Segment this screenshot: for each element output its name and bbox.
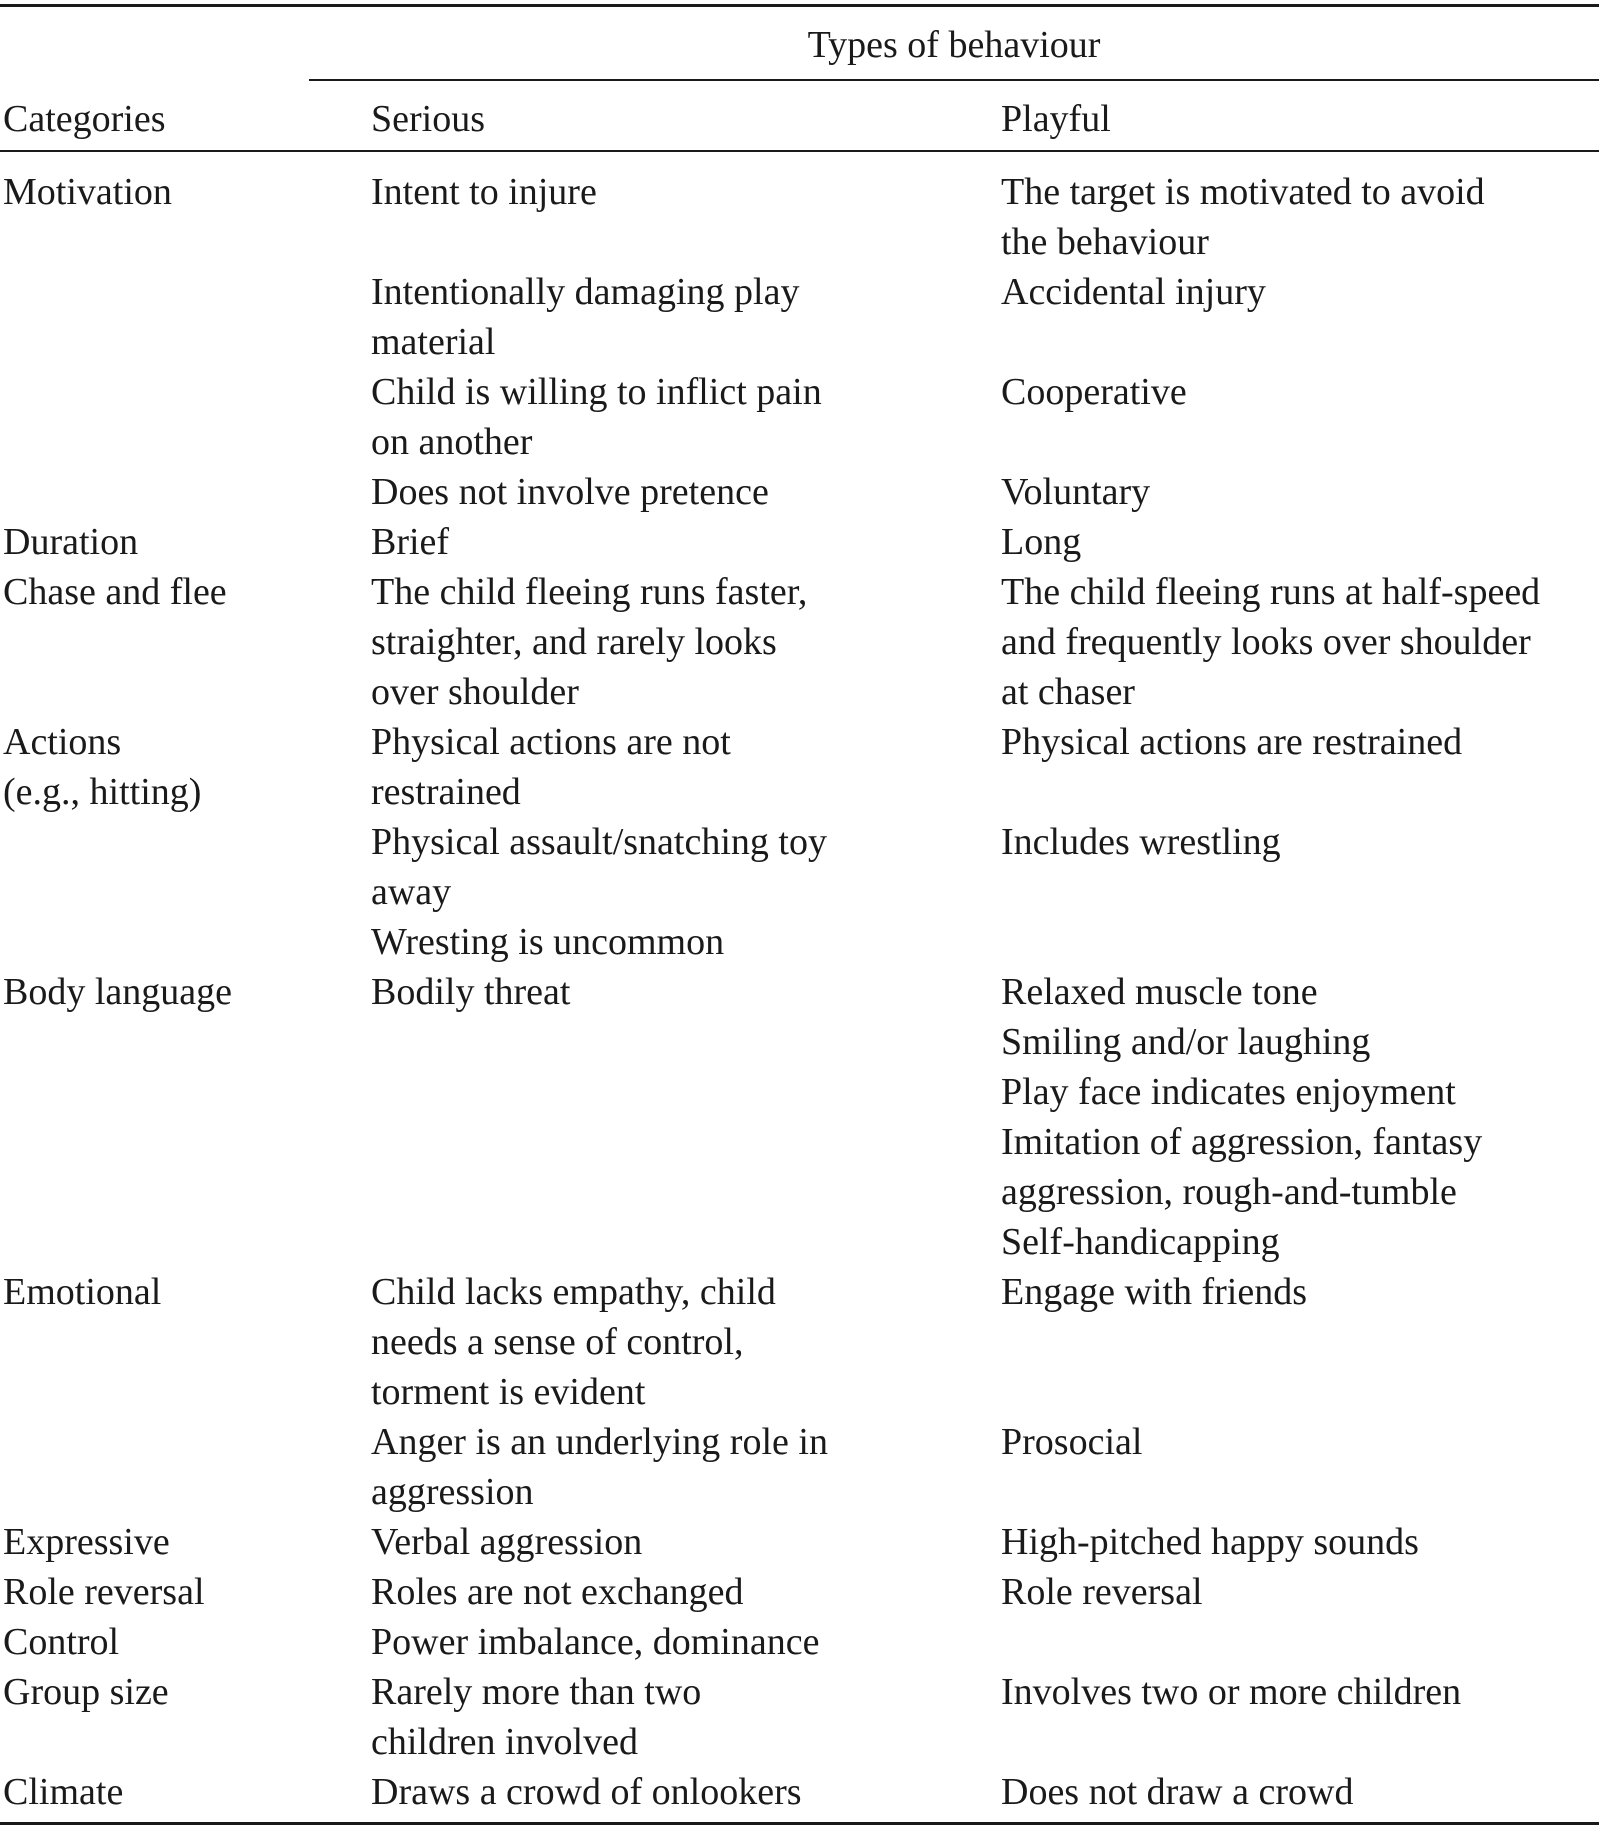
row-playful: Prosocial — [1001, 1421, 1143, 1463]
row-serious: Draws a crowd of onlookers — [371, 1771, 802, 1813]
group-header: Types of behaviour — [807, 24, 1101, 66]
row-serious: Intentionally damaging play material — [371, 271, 800, 363]
table-row — [0, 267, 1599, 367]
row-category: Motivation — [3, 171, 172, 213]
column-header-categories: Categories — [3, 98, 166, 140]
row-serious: The child fleeing runs faster, straighter, and rarely looks over shoulder — [371, 571, 808, 713]
row-serious: Rarely more than two children involved — [371, 1671, 702, 1763]
table-row — [0, 917, 1599, 967]
row-category: Group size — [3, 1671, 169, 1713]
row-category: Expressive — [3, 1521, 170, 1563]
row-category: Control — [3, 1621, 120, 1663]
row-playful: Engage with friends — [1001, 1271, 1308, 1313]
table-body — [0, 167, 1599, 1817]
column-header-serious: Serious — [371, 98, 485, 140]
column-header-playful: Playful — [1001, 98, 1111, 140]
row-playful: High-pitched happy sounds — [1001, 1521, 1419, 1563]
row-playful: The child fleeing runs at half-speed and frequently looks over shoulder at chaser — [1001, 571, 1541, 713]
row-playful: Includes wrestling — [1001, 821, 1281, 863]
table-row — [0, 167, 1599, 267]
group-header-rule — [309, 79, 1599, 81]
row-serious: Bodily threat — [371, 971, 571, 1013]
row-serious: Physical assault/snatching toy away — [371, 821, 827, 913]
header-rule — [0, 150, 1599, 152]
row-category: Emotional — [3, 1271, 162, 1313]
row-serious: Power imbalance, dominance — [371, 1621, 820, 1663]
row-serious: Child is willing to inflict pain on another — [371, 371, 822, 463]
row-serious: Physical actions are not restrained — [371, 721, 731, 813]
row-serious: Wresting is uncommon — [371, 921, 725, 963]
row-serious: Verbal aggression — [371, 1521, 643, 1563]
table-row — [0, 1517, 1599, 1567]
table-row — [0, 1667, 1599, 1767]
row-playful: Physical actions are restrained — [1001, 721, 1463, 763]
row-playful: Involves two or more children — [1001, 1671, 1462, 1713]
row-category: Actions (e.g., hitting) — [3, 721, 202, 813]
table-row — [0, 367, 1599, 467]
table-row — [0, 717, 1599, 817]
top-rule — [0, 4, 1599, 7]
row-playful: Relaxed muscle tone Smiling and/or laughing Play face indicates enjoyment Imitation of aggression, fantasy aggression, rough-and-tumble Self-handicapping — [1001, 971, 1483, 1263]
table-row — [0, 1617, 1599, 1667]
row-playful: Voluntary — [1001, 471, 1151, 513]
row-category: Duration — [3, 521, 139, 563]
row-playful: Cooperative — [1001, 371, 1187, 413]
bottom-rule — [0, 1822, 1599, 1825]
table-row — [0, 817, 1599, 917]
table-row — [0, 967, 1599, 1267]
row-playful: Does not draw a crowd — [1001, 1771, 1354, 1813]
row-serious: Brief — [371, 521, 450, 563]
table-row — [0, 1267, 1599, 1417]
row-playful: Long — [1001, 521, 1082, 563]
row-playful: Role reversal — [1001, 1571, 1203, 1613]
row-serious: Does not involve pretence — [371, 471, 769, 513]
table-row — [0, 1417, 1599, 1517]
row-playful: The target is motivated to avoid the behaviour — [1001, 171, 1485, 263]
row-category: Climate — [3, 1771, 124, 1813]
row-serious: Intent to injure — [371, 171, 597, 213]
row-serious: Child lacks empathy, child needs a sense of control, torment is evident — [371, 1271, 776, 1413]
row-serious: Anger is an underlying role in aggression — [371, 1421, 828, 1513]
row-serious: Roles are not exchanged — [371, 1571, 744, 1613]
table-row — [0, 1767, 1599, 1817]
row-category: Chase and flee — [3, 571, 227, 613]
table-row — [0, 467, 1599, 517]
row-playful: Accidental injury — [1001, 271, 1266, 313]
row-category: Body language — [3, 971, 233, 1013]
table-row — [0, 1567, 1599, 1617]
table-row — [0, 567, 1599, 717]
table-row — [0, 517, 1599, 567]
row-category: Role reversal — [3, 1571, 205, 1613]
